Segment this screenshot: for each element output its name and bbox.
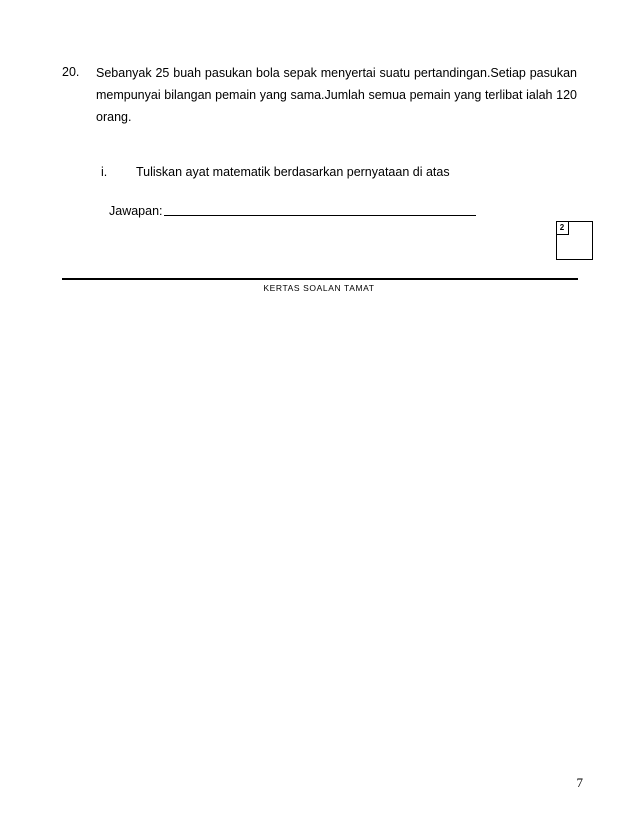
marks-value: 2 [556, 221, 569, 235]
end-of-paper-text: KERTAS SOALAN TAMAT [263, 283, 375, 293]
answer-label: Jawapan: [109, 204, 163, 218]
question-text: Sebanyak 25 buah pasukan bola sepak menyertai suatu pertandingan.Setiap pasukan mempunyai bilangan pemain yang sama.Jumlah semua pemain yang terlibat ialah 120 orang. [96, 66, 577, 124]
question-number: 20. [62, 65, 80, 79]
subquestion-marker: i. [101, 165, 108, 179]
end-divider [62, 278, 578, 280]
answer-line[interactable] [164, 215, 476, 216]
subquestion-text: Tuliskan ayat matematik berdasarkan pernyataan di atas [136, 165, 450, 179]
page-number: 7 [576, 775, 583, 790]
